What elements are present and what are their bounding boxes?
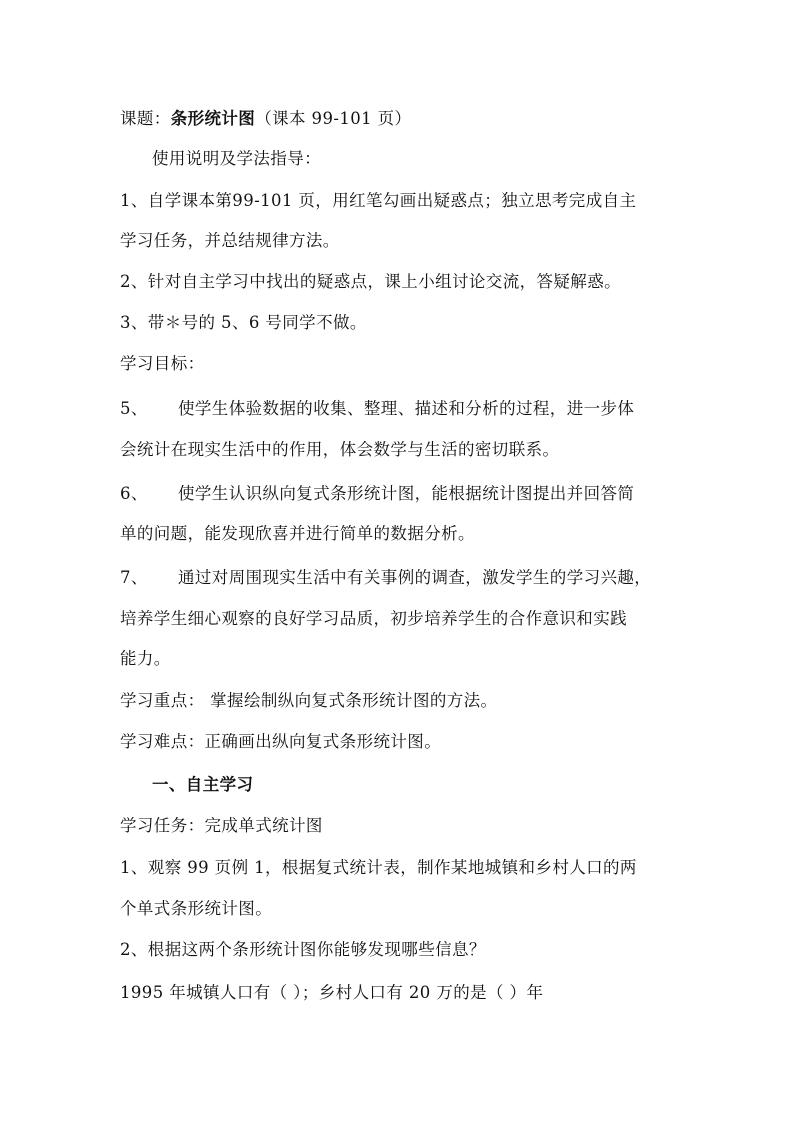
instruction-line: 1、自学课本第99-101 页，用红笔勾画出疑惑点；独立思考完成自主 [120,191,637,210]
title-prefix: 课题： [120,109,171,128]
objective-text: 使学生体验数据的收集、整理、描述和分析的过程，进一步体 [178,399,635,418]
question-line: 1、观察 99 页例 1，根据复式统计表，制作某地城镇和乡村人口的两 [120,858,637,877]
objective-number: 5、 [120,399,148,418]
objective-text: 使学生认识纵向复式条形统计图，能根据统计图提出并回答简 [178,484,635,503]
instruction-line: 学习任务，并总结规律方法。 [120,231,340,250]
section-heading: 一、自主学习 [152,775,254,794]
instruction-line: 3、带＊号的 5、6 号同学不做。 [120,313,367,332]
objective-item-7 [120,567,651,589]
question-line: 2、根据这两个条形统计图你能够发现哪些信息？ [120,940,486,959]
objective-item-6 [120,483,634,505]
objective-text: 培养学生细心观察的良好学习品质，初步培养学生的合作意识和实践 [120,609,627,628]
objective-number: 7、 [120,568,148,587]
title-main: 条形统计图 [170,109,256,128]
objective-text: 通过对周围现实生活中有关事例的调查，激发学生的学习兴趣， [178,568,652,587]
objective-number: 6、 [120,484,148,503]
objective-text: 能力。 [120,649,171,668]
objective-text: 会统计在现实生活中的作用，体会数学与生活的密切联系。 [120,440,560,459]
question-line: 个单式条形统计图。 [120,899,273,918]
difficulty: 学习难点：正确画出纵向复式条形统计图。 [120,732,442,751]
objective-item-5 [120,398,634,420]
instruction-line: 2、针对自主学习中找出的疑惑点，课上小组讨论交流，答疑解惑。 [120,272,621,291]
instructions-heading: 使用说明及学法指导： [152,149,321,168]
task-line: 学习任务：完成单式统计图 [120,816,323,835]
objective-text: 单的问题，能发现欣喜并进行简单的数据分析。 [120,524,475,543]
key-point: 学习重点： 掌握绘制纵向复式条形统计图的方法。 [120,691,498,710]
title-suffix: （课本 99-101 页） [255,109,412,128]
objectives-heading: 学习目标： [120,354,205,373]
fill-in-line: 1995 年城镇人口有（ ）；乡村人口有 20 万的是（ ）年 [120,983,544,1002]
lesson-title [120,108,411,130]
